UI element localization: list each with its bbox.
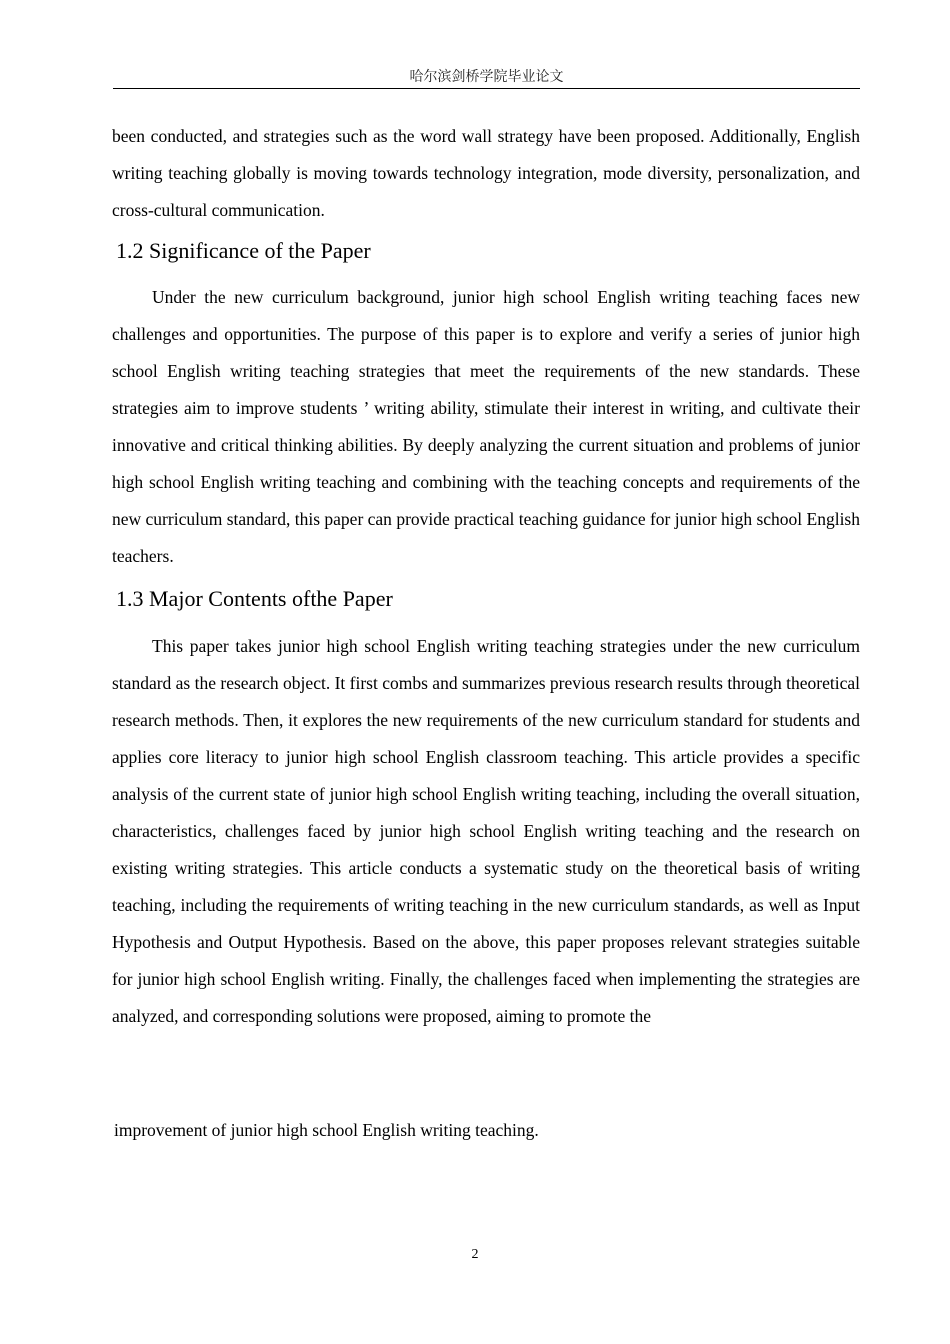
significance-paragraph: Under the new curriculum background, junior high school English writing teaching faces new challenges and opportunities. The purpose of this paper is to explore and verify a series of junior high school English writing teaching strategies that meet the requirements of the new standards. These strategies aim to improve students ’ writing ability, stimulate their interest in writing, and cultivate their innovative and critical thinking abilities. By deeply analyzing the current situation and problems of junior high school English writing teaching and combining with the teaching concepts and requirements of the new curriculum standard, this paper can provide practical teaching guidance for junior high school English teachers. <box>112 287 860 566</box>
section-heading-major-contents: 1.3 Major Contents ofthe Paper <box>116 586 393 611</box>
header-divider <box>113 88 860 89</box>
page-number: 2 <box>471 1247 479 1262</box>
major-contents-paragraph: This paper takes junior high school English writing teaching strategies under the new curriculum standard as the research object. It first combs and summarizes previous research results through theoretical research methods. Then, it explores the new requirements of the new curriculum standard for students and applies core literacy to junior high school English classroom teaching. This article provides a specific analysis of the current state of junior high school English writing teaching, including the overall situation, characteristics, challenges faced by junior high school English writing teaching and the research on existing writing strategies. This article conducts a systematic study on the theoretical basis of writing teaching, including the requirements of writing teaching in the new curriculum standards, as well as Input Hypothesis and Output Hypothesis. Based on the above, this paper proposes relevant strategies suitable for junior high school English writing. Finally, the challenges faced when implementing the strategies are analyzed, and corresponding solutions were proposed, aiming to promote the <box>112 636 860 1026</box>
intro-paragraph: been conducted, and strategies such as the word wall strategy have been proposed. Additionally, English writing teaching globally is moving towards technology integration, mode diversity, personalization, and cross-cultural communication. <box>112 126 860 220</box>
section-heading-significance: 1.2 Significance of the Paper <box>116 238 371 263</box>
major-contents-tail-line: improvement of junior high school English writing teaching. <box>114 1120 539 1140</box>
page-header-title: 哈尔滨剑桥学院毕业论文 <box>409 69 564 85</box>
